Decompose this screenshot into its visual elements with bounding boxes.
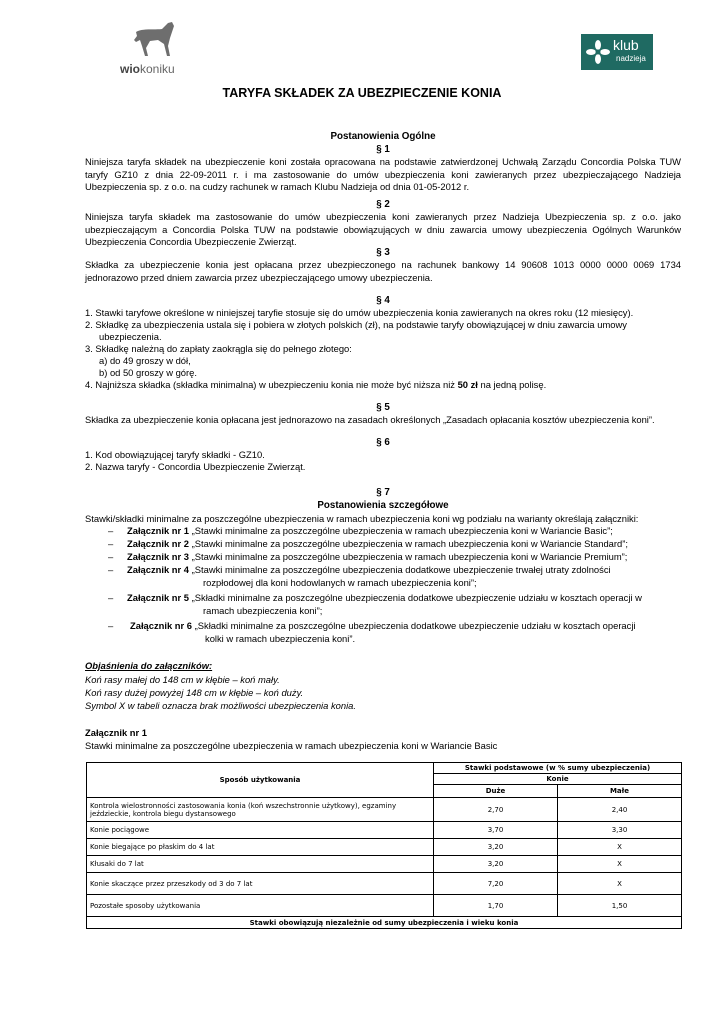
header-usage: Sposób użytkowania — [87, 763, 434, 798]
annex-item: Załącznik nr 3 „Stawki minimalne za poszczególne ubezpieczenia w ramach ubezpieczenia koni w Wariancie Premium”; — [127, 551, 628, 562]
small-rate-cell: 1,50 — [558, 895, 682, 917]
small-rate-cell: X — [558, 839, 682, 856]
section-4-item-3a: a) do 49 groszy w dół, — [99, 355, 191, 366]
explanation-line-1: Koń rasy małej do 148 cm w kłębie – koń mały. — [85, 674, 280, 685]
section-1-text: Niniejsza taryfa składek na ubezpieczenie koni została opracowana na podstawie zatwierdzonej Uchwałą Zarządu Concordia Polska TUW taryfy GZ10 z dnia 22-09-2011 r. i ma zastosowanie do umów ubezpieczenia koni zawieranych przez ubezpieczającego Nadzieja Ubezpieczenia sp. z o.o. na cudzy rachunek w ramach Klubu Nadzieja od dnia 01-05-2012 r. — [85, 156, 681, 192]
large-rate-cell: 3,70 — [434, 822, 558, 839]
large-rate-cell: 3,20 — [434, 856, 558, 873]
section-1-number: § 1 — [376, 144, 390, 155]
section-3-number: § 3 — [376, 247, 390, 258]
usage-cell: Konie biegające po płaskim do 4 lat — [87, 839, 434, 856]
annex-1-heading: Załącznik nr 1 — [85, 727, 148, 738]
table-row — [87, 822, 682, 839]
section-4-item-2-cont: ubezpieczenia. — [99, 331, 162, 342]
specific-intro: Stawki/składki minimalne za poszczególne ubezpieczenia w ramach ubezpieczenia koni wg podziału na warianty określają załączniki: — [85, 513, 639, 524]
section-4-item-3b: b) od 50 groszy w górę. — [99, 367, 197, 378]
flower-icon — [585, 39, 611, 65]
table-row — [87, 798, 682, 822]
specific-heading: Postanowienia szczegółowe — [317, 500, 449, 511]
annex-item-cont: ramach ubezpieczenia koni”; — [203, 605, 323, 616]
dash-bullet: – — [108, 564, 114, 575]
document-title: TARYFA SKŁADEK ZA UBEZPIECZENIE KONIA — [222, 86, 502, 100]
explanation-line-2: Koń rasy dużej powyżej 148 cm w kłębie – koń duży. — [85, 687, 304, 698]
section-6-number: § 6 — [376, 437, 390, 448]
small-rate-cell: X — [558, 856, 682, 873]
header-small: Małe — [558, 785, 682, 798]
annex-item: Załącznik nr 1 „Stawki minimalne za poszczególne ubezpieczenia w ramach ubezpieczenia koni w Wariancie Basic”; — [127, 525, 613, 536]
annex-item: Załącznik nr 5 „Składki minimalne za poszczególne ubezpieczenia dodatkowe ubezpieczenie udziału w kosztach operacji w — [127, 592, 642, 603]
dash-bullet: – — [108, 592, 114, 603]
large-rate-cell: 1,70 — [434, 895, 558, 917]
annex-item-cont: kolki w ramach ubezpieczenia koni”. — [205, 633, 356, 644]
table-row — [87, 895, 682, 917]
annex-item: Załącznik nr 2 „Stawki minimalne za poszczególne ubezpieczenia w ramach ubezpieczenia koni w Wariancie Standard”; — [127, 538, 628, 549]
section-6-item-1: 1. Kod obowiązującej taryfy składki - GZ10. — [85, 449, 265, 460]
wiokoniku-logo: wiokoniku — [118, 20, 198, 80]
annex-item: Załącznik nr 6 „Składki minimalne za poszczególne ubezpieczenia dodatkowe ubezpieczenie udziału w kosztach operacji — [130, 620, 636, 631]
usage-cell: Konie skaczące przez przeszkody od 3 do 7 lat — [87, 873, 434, 895]
large-rate-cell: 2,70 — [434, 798, 558, 822]
header-horses: Konie — [434, 774, 682, 785]
large-rate-cell: 3,20 — [434, 839, 558, 856]
section-4-item-4: 4. Najniższa składka (składka minimalna) w ubezpieczeniu konia nie może być niższa niż 50 zł na jedną polisę. — [85, 379, 547, 390]
horse-icon — [128, 20, 184, 58]
dash-bullet: – — [108, 551, 114, 562]
explanations-heading: Objaśnienia do załączników: — [85, 660, 213, 671]
small-rate-cell: X — [558, 873, 682, 895]
section-2-text: Niniejsza taryfa składek ma zastosowanie do umów ubezpieczenia koni zawieranych przez Nadzieja Ubezpieczenia sp. z o.o. jako ubezpieczającym a Concordia Polska TUW na podstawie obowiązujących w dniu zawarcia umowy ubezpieczenia Ogólnych Warunków Ubezpieczenia Concordia Ubezpieczenie Zwierząt. — [85, 211, 681, 247]
annex-item: Załącznik nr 4 „Stawki minimalne za poszczególne ubezpieczenia dodatkowe ubezpieczenie trwałej utraty zdolności — [127, 564, 611, 575]
table-row — [87, 873, 682, 895]
annex-1-subtitle: Stawki minimalne za poszczególne ubezpieczenia w ramach ubezpieczenia koni w Wariancie Basic — [85, 740, 498, 751]
rates-table — [86, 762, 682, 929]
header-rates: Stawki podstawowe (w % sumy ubezpieczenia) — [434, 763, 682, 774]
dash-bullet: – — [108, 525, 114, 536]
klub-nadzieja-logo: klub nadzieja — [581, 34, 653, 70]
annex-item-cont: rozpłodowej dla koni hodowlanych w ramach ubezpieczenia koni”; — [203, 577, 477, 588]
general-heading: Postanowienia Ogólne — [330, 131, 436, 142]
section-4-item-1: 1. Stawki taryfowe określone w niniejszej taryfie stosuje się do umów ubezpieczenia konia zawieranych na okres roku (12 miesięcy). — [85, 307, 634, 318]
table-row — [87, 856, 682, 873]
table-footer-note: Stawki obowiązują niezależnie od sumy ubezpieczenia i wieku konia — [87, 917, 682, 929]
section-5-text: Składka za ubezpieczenie konia opłacana jest jednorazowo na zasadach określonych „Zasadach opłacania kosztów ubezpieczenia koni”. — [85, 414, 655, 425]
section-3-text: Składka za ubezpieczenie konia jest opłacana przez ubezpieczonego na rachunek bankowy 14 90608 1013 0000 0000 0069 1734 jednorazowo przed dniem zawarcia przez ubezpieczającego umowy ubezpieczenia. — [85, 259, 681, 283]
table-row — [87, 839, 682, 856]
dash-bullet: – — [108, 620, 114, 631]
usage-cell: Pozostałe sposoby użytkowania — [87, 895, 434, 917]
small-rate-cell: 2,40 — [558, 798, 682, 822]
section-4-item-3: 3. Składkę należną do zapłaty zaokrągla się do pełnego złotego: — [85, 343, 352, 354]
section-4-number: § 4 — [376, 295, 390, 306]
usage-cell: Konie pociągowe — [87, 822, 434, 839]
dash-bullet: – — [108, 538, 114, 549]
usage-cell: Kontrola wielostronności zastosowania konia (koń wszechstronnie użytkowy), egzaminy jeździeckie, kontrola biegu dystansowego — [87, 798, 434, 822]
section-2-number: § 2 — [376, 199, 390, 210]
usage-cell: Kłusaki do 7 lat — [87, 856, 434, 873]
header-large: Duże — [434, 785, 558, 798]
section-7-number: § 7 — [376, 487, 390, 498]
small-rate-cell: 3,30 — [558, 822, 682, 839]
section-4-item-2: 2. Składkę za ubezpieczenia ustala się i pobiera w złotych polskich (zł), na podstawie taryfy obowiązującej w dniu zawarcia umowy — [85, 319, 627, 330]
section-6-item-2: 2. Nazwa taryfy - Concordia Ubezpieczenie Zwierząt. — [85, 461, 306, 472]
large-rate-cell: 7,20 — [434, 873, 558, 895]
section-5-number: § 5 — [376, 402, 390, 413]
explanation-line-3: Symbol X w tabeli oznacza brak możliwości ubezpieczenia konia. — [85, 700, 356, 711]
